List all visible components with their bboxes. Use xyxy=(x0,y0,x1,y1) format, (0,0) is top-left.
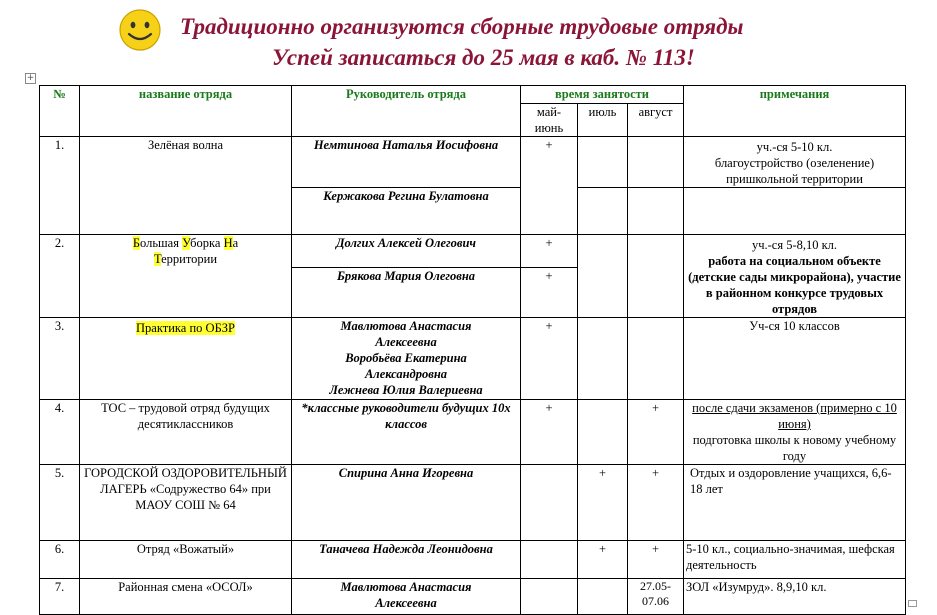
august-dates: 27.05- 07.06 xyxy=(628,579,684,615)
table-row xyxy=(40,541,906,579)
row-number: 1. xyxy=(40,137,80,235)
squad-name: ТОС – трудовой отряд будущих десятиклассников xyxy=(80,400,292,465)
july-mark xyxy=(578,188,628,235)
table-row xyxy=(40,137,906,188)
leader-name: Таначева Надежда Леонидовна xyxy=(292,541,521,579)
highlight-letter: Н xyxy=(223,236,233,250)
august-mark xyxy=(628,318,684,400)
may-june-mark xyxy=(521,541,578,579)
highlight-letter: Т xyxy=(153,252,162,266)
august-mark: + xyxy=(628,400,684,465)
may-june-mark: + xyxy=(521,318,578,400)
note-line-bold: работа на социальном объекте (детские сады микрорайона), участие в районном конкурсе трудовых отрядов xyxy=(688,254,901,316)
july-mark xyxy=(578,235,628,318)
table-row xyxy=(40,465,906,541)
squad-note xyxy=(684,400,906,465)
august-mark: + xyxy=(628,465,684,541)
august-mark xyxy=(628,188,684,235)
july-mark xyxy=(578,137,628,188)
july-mark xyxy=(578,579,628,615)
highlight-letter: У xyxy=(182,236,191,250)
squad-note: ЗОЛ «Изумруд». 8,9,10 кл. xyxy=(684,579,906,615)
table-row xyxy=(40,400,906,465)
august-mark xyxy=(628,235,684,318)
squad-name-text: Практика по ОБЗР xyxy=(136,321,235,335)
squad-name xyxy=(80,318,292,400)
leader-name: Брякова Мария Олеговна xyxy=(292,268,521,318)
name-part: а xyxy=(232,236,239,250)
table-move-handle-icon[interactable]: + xyxy=(26,73,35,83)
resize-handle-icon[interactable] xyxy=(908,600,917,607)
squad-name: Зелёная волна xyxy=(80,137,292,235)
squad-name: Отряд «Вожатый» xyxy=(80,541,292,579)
table-row xyxy=(40,579,906,615)
header-leader: Руководитель отряда xyxy=(292,86,521,137)
name-part: ольшая xyxy=(140,236,183,250)
squad-name: Районная смена «ОСОЛ» xyxy=(80,579,292,615)
may-june-mark: + xyxy=(521,235,578,268)
leader-name: *классные руководители будущих 10х классов xyxy=(292,400,521,465)
header-month-august: август xyxy=(628,104,684,137)
july-mark: + xyxy=(578,465,628,541)
table-row xyxy=(40,318,906,400)
may-june-mark: + xyxy=(521,268,578,318)
header-num: № xyxy=(40,86,80,137)
leader-name: Спирина Анна Игоревна xyxy=(292,465,521,541)
announcement-title-line2: Успей записаться до 25 мая в каб. № 113! xyxy=(272,45,695,70)
may-june-mark: + xyxy=(521,137,578,235)
squad-note: уч.-ся 5-10 кл. благоустройство (озеленение) пришкольной территории xyxy=(684,137,906,188)
leader-name: Кержакова Регина Булатовна xyxy=(292,188,521,235)
announcement-title-line1: Традиционно организуются сборные трудовые отряды xyxy=(180,14,744,39)
smiley-face-icon xyxy=(118,8,162,52)
leader-name: Долгих Алексей Олегович xyxy=(292,235,521,268)
july-mark: + xyxy=(578,541,628,579)
august-mark xyxy=(628,137,684,188)
squad-note xyxy=(684,188,906,235)
note-line: уч.-ся 5-8,10 кл. xyxy=(751,238,838,252)
row-number: 5. xyxy=(40,465,80,541)
squad-note xyxy=(684,235,906,318)
name-part: борка xyxy=(190,236,224,250)
row-number: 3. xyxy=(40,318,80,400)
header-month-july: июль xyxy=(578,104,628,137)
may-june-mark xyxy=(521,465,578,541)
squad-name: ГОРОДСКОЙ ОЗДОРОВИТЕЛЬНЫЙ ЛАГЕРЬ «Содружество 64» при МАОУ СОШ № 64 xyxy=(80,465,292,541)
row-number: 6. xyxy=(40,541,80,579)
july-mark xyxy=(578,318,628,400)
leader-name: Мавлютова Анастасия Алексеевна xyxy=(292,579,521,615)
squad-note: Уч-ся 10 классов xyxy=(684,318,906,400)
july-mark xyxy=(578,400,628,465)
table-row xyxy=(40,235,906,268)
august-mark: + xyxy=(628,541,684,579)
squad-note: Отдых и оздоровление учащихся, 6,6-18 лет xyxy=(684,465,906,541)
may-june-mark xyxy=(521,579,578,615)
header-month-may-june: май- июнь xyxy=(521,104,578,137)
leader-name: Немтинова Наталья Иосифовна xyxy=(292,137,521,188)
note-line-underlined: после сдачи экзаменов (примерно с 10 июня) xyxy=(692,401,897,431)
header-squad-name: название отряда xyxy=(80,86,292,137)
note-line: подготовка школы к новому учебному году xyxy=(692,433,897,463)
table-header-row xyxy=(40,86,906,104)
squad-note: 5-10 кл., социально-значимая, шефская деятельность xyxy=(684,541,906,579)
highlight-letter: Б xyxy=(132,236,140,250)
leader-name: Мавлютова Анастасия Алексеевна Воробьёва Екатерина Александровна Лежнева Юлия Валериевна xyxy=(292,318,521,400)
row-number: 2. xyxy=(40,235,80,318)
header-notes: примечания xyxy=(684,86,906,137)
squad-name xyxy=(80,235,292,318)
row-number: 7. xyxy=(40,579,80,615)
name-part: ерритории xyxy=(161,252,218,266)
row-number: 4. xyxy=(40,400,80,465)
squads-table xyxy=(39,85,906,615)
header-time: время занятости xyxy=(521,86,684,104)
may-june-mark: + xyxy=(521,400,578,465)
